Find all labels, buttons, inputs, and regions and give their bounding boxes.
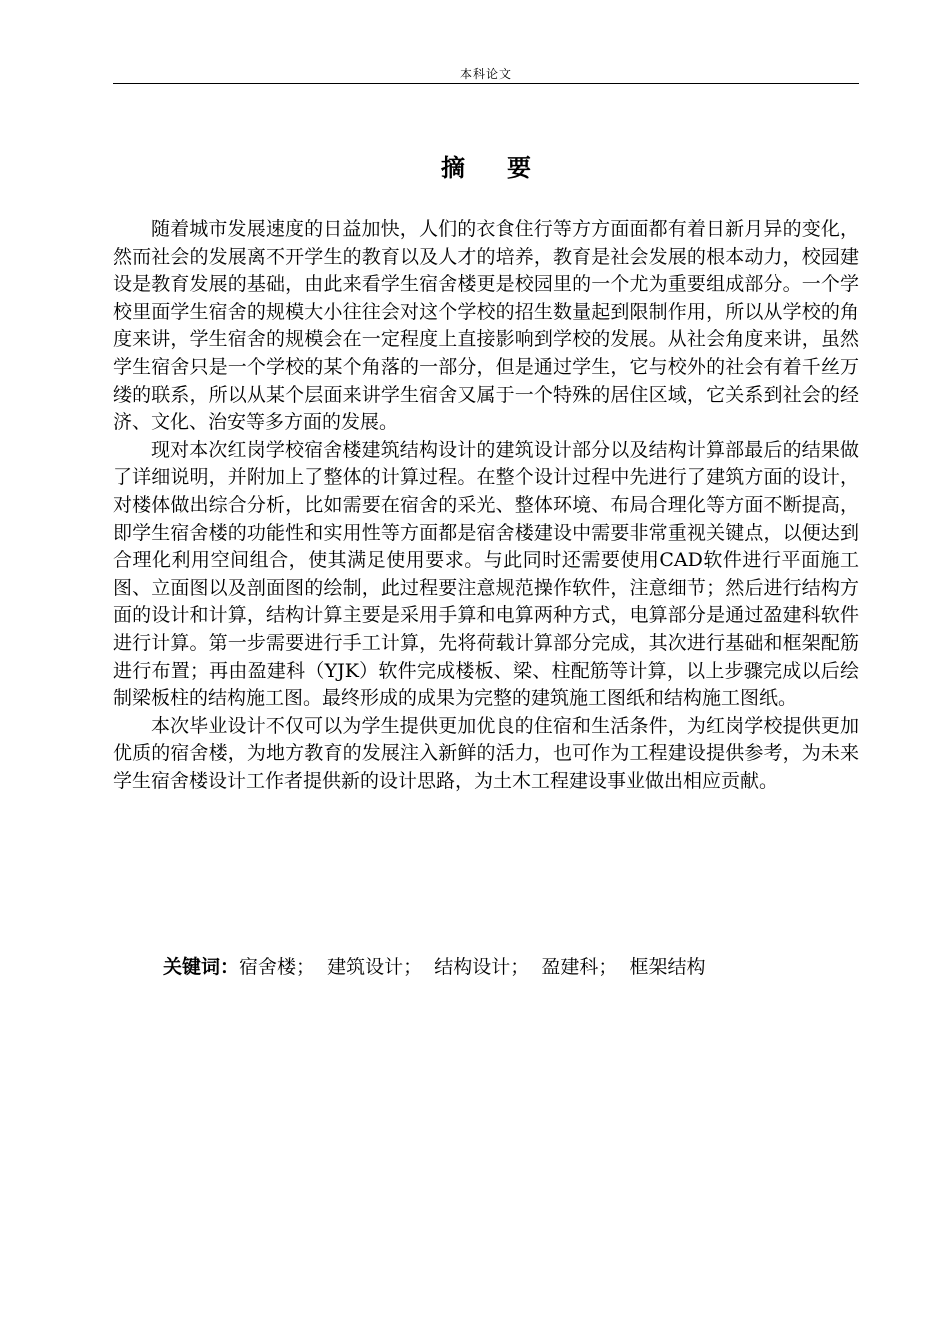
abstract-body (113, 216, 859, 795)
abstract-paragraph-1: 随着城市发展速度的日益加快，人们的衣食住行等方方面面都有着日新月异的变化，然而社会的发展离不开学生的教育以及人才的培养，教育是社会发展的根本动力，校园建设是教育发展的基础，由此来看学生宿舍楼更是校园里的一个尤为重要组成部分。一个学校里面学生宿舍的规模大小往往会对这个学校的招生数量起到限制作用，所以从学校的角度来讲，学生宿舍的规模会在一定程度上直接影响到学校的发展。从社会角度来讲，虽然学生宿舍只是一个学校的某个角落的一部分，但是通过学生，它与校外的社会有着千丝万缕的联系，所以从某个层面来讲学生宿舍又属于一个特殊的居住区域，它关系到社会的经济、文化、治安等多方面的发展。 (113, 218, 859, 434)
abstract-paragraph-2: 现对本次红岗学校宿舍楼建筑结构设计的建筑设计部分以及结构计算部最后的结果做了详细说明，并附加上了整体的计算过程。在整个设计过程中先进行了建筑方面的设计，对楼体做出综合分析，比如需要在宿舍的采光、整体环境、布局合理化等方面不断提高，即学生宿舍楼的功能性和实用性等方面都是宿舍楼建设中需要非常重视关键点，以便达到合理化利用空间组合，使其满足使用要求。与此同时还需要使用CAD软件进行平面施工图、立面图以及剖面图的绘制，此过程要注意规范操作软件，注意细节；然后进行结构方面的设计和计算，结构计算主要是采用手算和电算两种方式，电算部分是通过盈建科软件进行计算。第一步需要进行手工计算，先将荷载计算部分完成，其次进行基础和框架配筋进行布置；再由盈建科（YJK）软件完成楼板、梁、柱配筋等计算，以上步骤完成以后绘制梁板柱的结构施工图。最终形成的成果为完整的建筑施工图纸和结构施工图纸。 (113, 438, 859, 710)
abstract-paragraph-3: 本次毕业设计不仅可以为学生提供更加优良的住宿和生活条件，为红岗学校提供更加优质的宿舍楼，为地方教育的发展注入新鲜的活力，也可作为工程建设提供参考，为未来学生宿舍楼设计工作者提供新的设计思路，为土木工程建设事业做出相应贡献。 (113, 714, 859, 792)
keywords-line (163, 954, 863, 981)
keyword-item: 建筑设计； (327, 956, 423, 978)
keyword-item: 宿舍楼； (239, 956, 316, 978)
header-divider (113, 83, 859, 84)
keyword-item: 框架结构 (629, 956, 706, 978)
keyword-item: 盈建科； (541, 956, 618, 978)
keywords-label: 关键词： (163, 956, 240, 978)
abstract-title: 摘要 (441, 154, 573, 182)
running-header: 本科论文 (459, 67, 512, 81)
keyword-item: 结构设计； (434, 956, 530, 978)
